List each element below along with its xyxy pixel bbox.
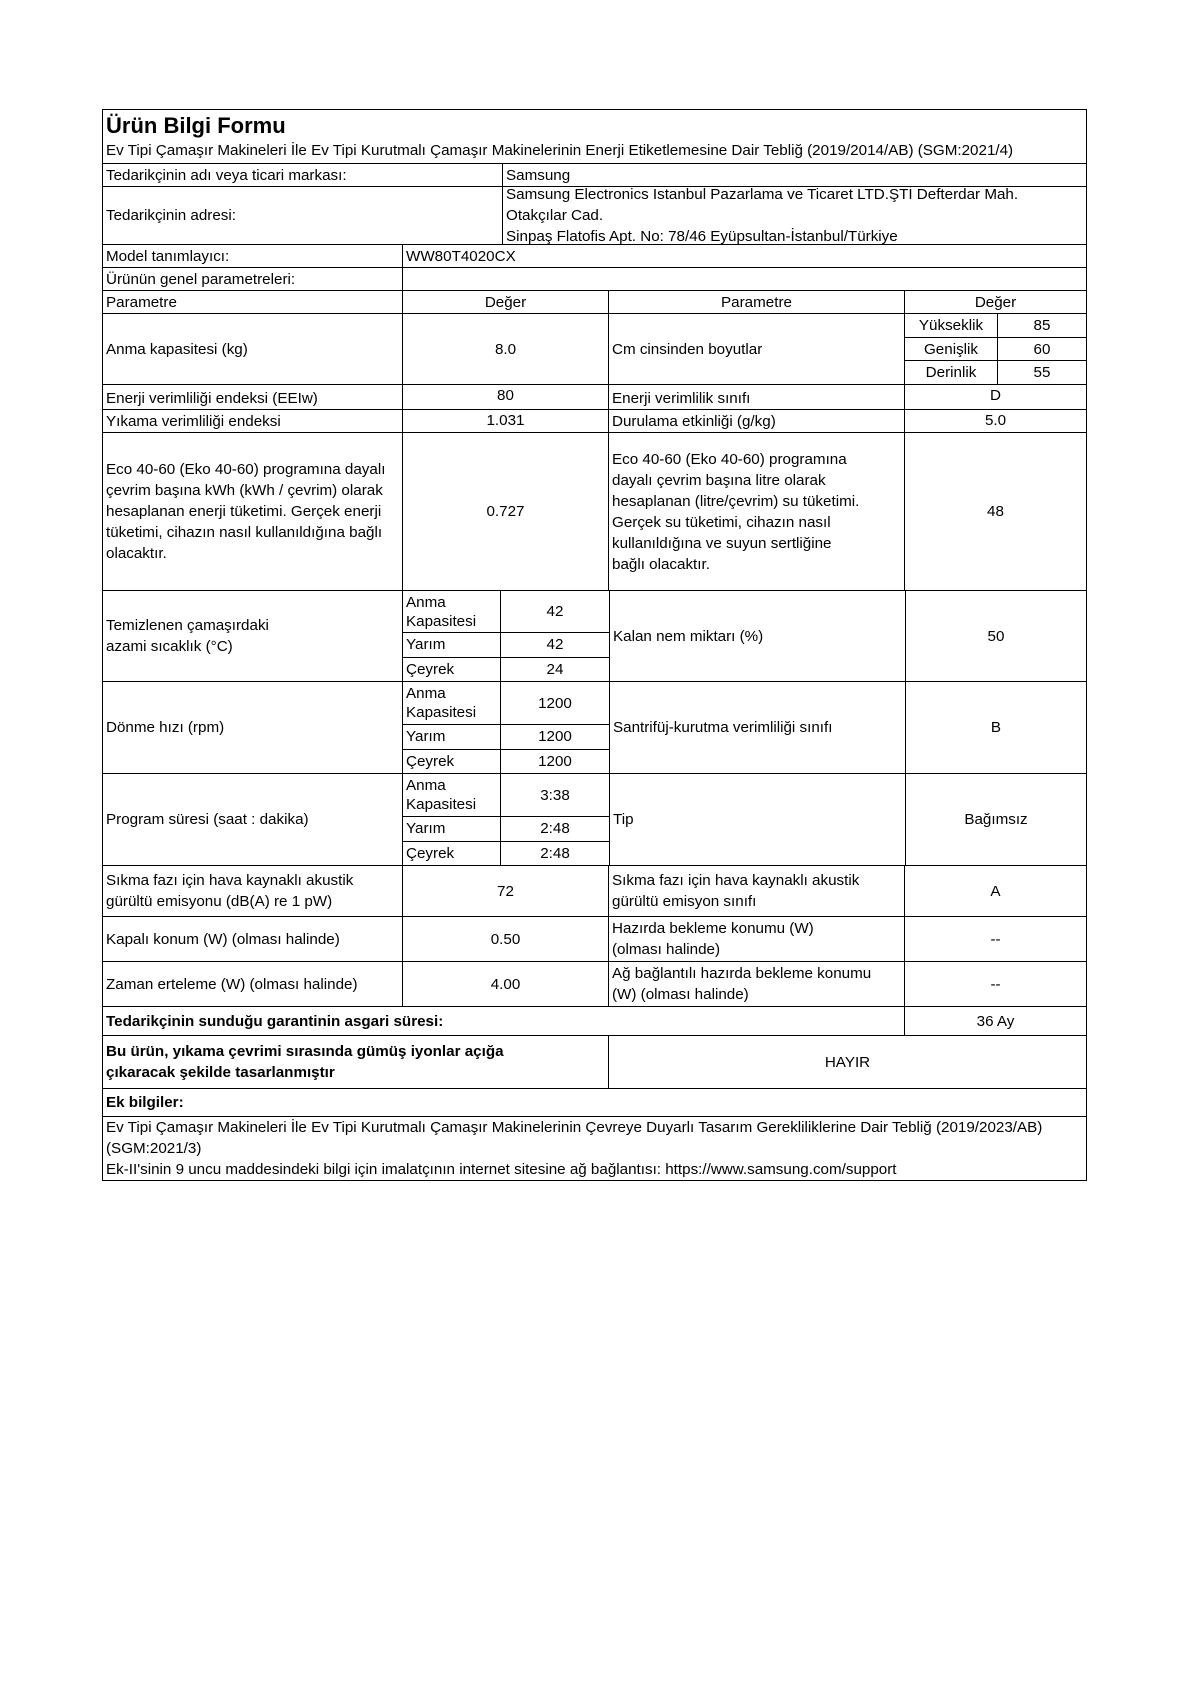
temp-quarter-value: 24 [500,658,609,682]
water-consumption-value: 48 [904,433,1086,590]
width-value: 60 [997,338,1086,361]
spin-rated-value: 1200 [500,682,609,724]
max-temp-values [402,591,609,681]
program-duration-values [402,774,609,865]
energy-class-value: D [904,385,1086,409]
form-title: Ürün Bilgi Formu [106,113,286,138]
off-mode-row [103,916,1086,961]
duration-rated-label: Anma Kapasitesi [406,777,477,813]
type-value: Bağımsız [905,774,1086,865]
energy-class-label: Enerji verimlilik sınıfı [608,385,904,409]
rinsing-value: 5.0 [904,410,1086,432]
noise-class-value: A [904,866,1086,916]
capacity-label: Anma kapasitesi (kg) [106,340,248,358]
capacity-dimensions-row [103,313,1086,384]
warranty-label: Tedarikçinin sunduğu garantinin asgari süresi: [106,1012,444,1030]
noise-label: Sıkma fazı için hava kaynaklı akustik gürültü emisyonu (dB(A) re 1 pW) [106,872,354,910]
temp-half-value: 42 [500,633,609,657]
rinsing-label: Durulama etkinliği (g/kg) [608,410,904,432]
duration-quarter-value: 2:48 [500,842,609,866]
temperature-row [103,590,1086,681]
delay-start-row [103,961,1086,1006]
spin-class-label: Santrifüj-kurutma verimliliği sınıfı [609,682,905,773]
off-mode-label: Kapalı konum (W) (olması halinde) [106,930,340,948]
height-label: Yükseklik [918,316,984,334]
eei-value: 80 [402,385,608,409]
header-value-right: Değer [904,291,1086,313]
additional-info-text [103,1117,1086,1180]
duration-quarter-label: Çeyrek [406,844,455,862]
additional-info-line2: Ek-II'sinin 9 uncu maddesindeki bilgi için imalatçının internet sitesine ağ bağlantısı: https://www.samsung.com/support [106,1161,897,1178]
water-consumption-label: Eco 40-60 (Eko 40-60) programına dayalı çevrim başına litre olarak hesaplanan (litre/çevrim) su tüketimi. Gerçek su tüketimi, cihazın nasıl kullanıldığına ve suyun sertliğine bağlı olacaktır. [608,433,904,590]
energy-consumption-value: 0.727 [402,433,608,590]
spin-speed-values [402,682,609,773]
washing-index-label: Yıkama verimliliği endeksi [106,413,281,430]
form-table [102,109,1087,1181]
additional-info-row [103,1116,1086,1180]
noise-row [103,865,1086,916]
width-label: Genişlik [923,340,979,358]
header-parameter-right: Parametre [608,291,904,313]
model-label: Model tanımlayıcı: [106,247,230,265]
noise-value: 72 [402,866,608,916]
spin-rated-label: Anma Kapasitesi [406,685,477,721]
general-params-row [103,267,1086,290]
delay-start-value: 4.00 [402,962,608,1006]
energy-consumption-label: Eco 40-60 (Eko 40-60) programına dayalı çevrim başına kWh (kWh / çevrim) olarak hesaplanan enerji tüketimi. Gerçek enerji tüketimi, cihazın nasıl kullanıldığına bağlı olacaktır. [106,461,386,562]
delay-start-label: Zaman erteleme (W) (olması halinde) [106,975,358,993]
moisture-value: 50 [905,591,1086,681]
supplier-address-line1: Samsung Electronics Istanbul Pazarlama ve Ticaret LTD.ŞTİ Defterdar Mah. Otakçılar Cad. [506,187,1019,224]
additional-info-header-row [103,1088,1086,1116]
height-value: 85 [997,314,1086,337]
supplier-address-row [103,186,1086,244]
spin-quarter-value: 1200 [500,750,609,774]
dimensions-values [904,314,1086,384]
networked-standby-value: -- [904,962,1086,1006]
washing-index-value: 1.031 [402,410,608,432]
standby-label: Hazırda bekleme konumu (W) (olması halinde) [608,917,904,961]
spin-quarter-label: Çeyrek [406,752,455,770]
moisture-label: Kalan nem miktarı (%) [609,591,905,681]
parameters-header-row [103,290,1086,313]
temp-rated-label: Anma Kapasitesi [406,593,477,630]
duration-half-value: 2:48 [500,817,609,841]
supplier-address-line2: Sinpaş Flatofis Apt. No: 78/46 Eyüpsultan-İstanbul/Türkiye [506,228,898,244]
off-mode-value: 0.50 [402,917,608,961]
supplier-name-label: Tedarikçinin adı veya ticari markası: [106,166,347,184]
product-information-sheet [102,109,1087,1181]
supplier-name-row [103,163,1086,186]
additional-info-line1: Ev Tipi Çamaşır Makineleri İle Ev Tipi Kurutmalı Çamaşır Makinelerinin Çevreye Duyarlı Tasarım Gerekliliklerine Dair Tebliğ (2019/2023/AB) (SGM:2021/3) [106,1119,1043,1157]
model-row [103,244,1086,267]
general-params-empty [402,268,1086,290]
consumption-row [103,432,1086,590]
additional-info-label: Ek bilgiler: [106,1094,184,1111]
depth-label: Derinlik [925,364,977,382]
silver-ions-value: HAYIR [608,1036,1086,1088]
depth-value: 55 [997,361,1086,384]
spin-half-value: 1200 [500,725,609,749]
temp-rated-value: 42 [500,591,609,632]
header-value-left: Değer [402,291,608,313]
spin-half-label: Yarım [406,728,446,746]
supplier-address-value [502,187,1086,244]
capacity-value: 8.0 [402,314,608,384]
model-value: WW80T4020CX [402,245,1086,267]
header-parameter-left: Parametre [106,293,177,311]
spin-speed-label: Dönme hızı (rpm) [106,719,225,736]
networked-standby-label: Ağ bağlantılı hazırda bekleme konumu (W) (olması halinde) [608,962,904,1006]
type-label: Tip [609,774,905,865]
noise-class-label: Sıkma fazı için hava kaynaklı akustik gürültü emisyon sınıfı [608,866,904,916]
silver-ions-label: Bu ürün, yıkama çevrimi sırasında gümüş iyonlar açığa çıkaracak şekilde tasarlanmıştır [106,1043,504,1081]
duration-rated-value: 3:38 [500,774,609,816]
max-temp-label: Temizlenen çamaşırdaki azami sıcaklık (°C) [106,617,269,655]
spin-class-value: B [905,682,1086,773]
spin-row [103,681,1086,773]
temp-half-label: Yarım [406,636,446,654]
warranty-row [103,1006,1086,1035]
silver-ions-row [103,1035,1086,1088]
duration-half-label: Yarım [406,820,446,838]
warranty-value: 36 Ay [904,1007,1086,1035]
eei-label: Enerji verimliliği endeksi (EEIw) [106,390,318,407]
supplier-address-label: Tedarikçinin adresi: [106,207,236,224]
program-duration-label: Program süresi (saat : dakika) [106,811,309,828]
temp-quarter-label: Çeyrek [406,660,455,678]
standby-value: -- [904,917,1086,961]
general-params-label: Ürünün genel parametreleri: [106,270,296,288]
form-subtitle: Ev Tipi Çamaşır Makineleri İle Ev Tipi Kurutmalı Çamaşır Makinelerinin Enerji Etiketlemesine Dair Tebliğ (2019/2014/AB) (SGM:2021/4) [106,142,1014,159]
dimensions-label: Cm cinsinden boyutlar [608,314,904,384]
supplier-name-value: Samsung [502,164,1086,186]
duration-row [103,773,1086,865]
eei-row [103,384,1086,409]
washing-rinsing-row [103,409,1086,432]
